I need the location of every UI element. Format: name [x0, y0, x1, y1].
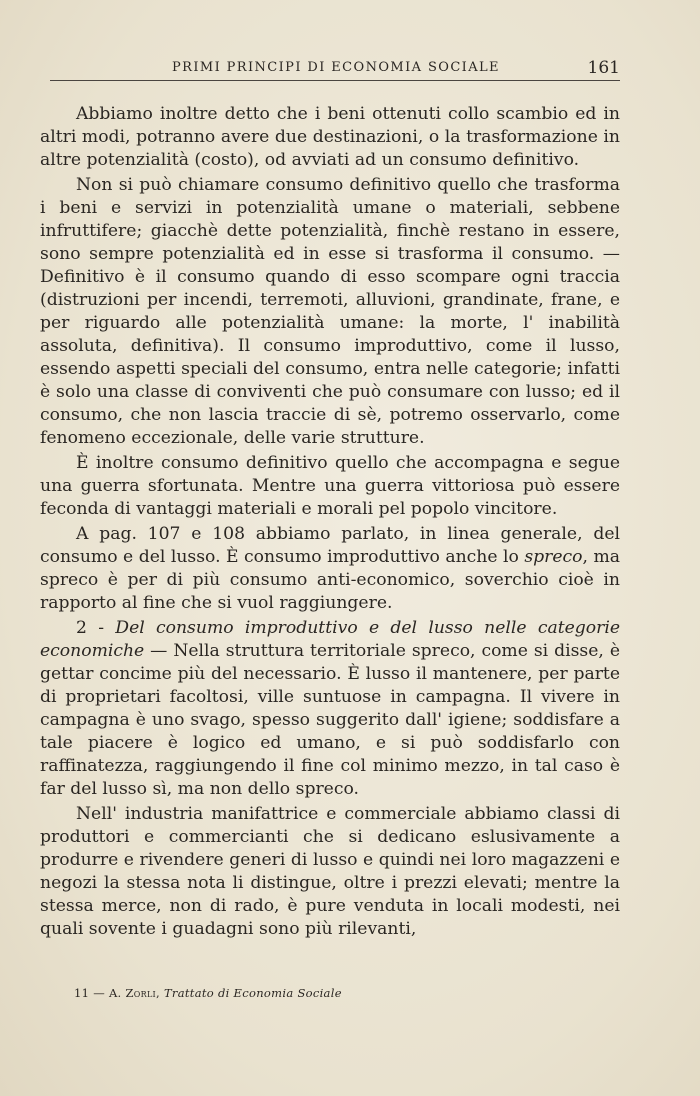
paragraph-text: A pag. 107 e 108 abbiamo parlato, in linea generale, del consumo e del lusso. È consumo improduttivo anche lo	[40, 524, 620, 567]
section-text: — Nella struttura territoriale spreco, come si disse, è gettar concime più del necessario. È lusso il mantenere, per parte di proprietari facoltosi, ville suntuose in campagna. Il vivere in campagna è uno svago, spesso suggerito dall' igiene; soddisfare a tale piacere è logico ed umano, e si può soddisfarlo con raffinatezza, raggiungendo il fine col minimo mezzo, in tal caso è far del lusso sì, ma non dello spreco.	[40, 641, 620, 799]
section-title: Del consumo improduttivo e del lusso nelle categorie economiche	[40, 618, 621, 661]
signature-mark: 11 —	[74, 986, 109, 1000]
header-rule	[50, 80, 620, 81]
paragraph: È inoltre consumo definitivo quello che accompagna e segue una guerra sfortunata. Mentre una guerra vittoriosa può essere feconda di vantaggi materiali e morali pel popolo vincitore.	[40, 453, 620, 519]
body-text	[40, 103, 620, 943]
page-number: 161	[587, 58, 620, 78]
italic-term: spreco	[524, 547, 583, 567]
paragraph: Non si può chiamare consumo definitivo quello che trasforma i beni e servizi in potenzialità umane o materiali, sebbene infruttifere; giacchè dette potenzialità, finchè restano in essere, sono sempre potenzialità ed in esse si trasforma il consumo. — Definitivo è il consumo quando di esso scompare ogni traccia (distruzioni per incendi, terremoti, alluvioni, grandinate, frane, e per riguardo alle potenzialità umane: la morte, l' inabilità assoluta, definitiva). Il consumo improduttivo, come il lusso, essendo aspetti speciali del consumo, entra nelle categorie; infatti è solo una classe di conviventi che può consumare con lusso; ed il consumo, che non lascia traccie di sè, potremo osservarlo, come fenomeno eccezionale, delle varie strutture.	[40, 175, 620, 448]
paragraph-text: , ma spreco è per di più consumo anti-economico, soverchio cioè in rapporto al fine che si vuol raggiungere.	[40, 547, 620, 613]
page-header	[52, 58, 624, 82]
paragraph	[40, 523, 620, 615]
footer-work-title: Trattato di Economia Sociale	[163, 986, 342, 1000]
paragraph: Nell' industria manifattrice e commerciale abbiamo classi di produttori e commercianti che si dedicano eslusivamente a produrre e rivendere generi di lusso e quindi nei loro magazzeni e negozi la stessa nota li distingue, oltre i prezzi elevati; mentre la stessa merce, non di rado, è pure venduta in locali modesti, nei quali sovente i guadagni sono più rilevanti,	[40, 804, 620, 939]
footer-separator: ,	[156, 986, 164, 1000]
section-paragraph	[40, 617, 620, 801]
footer-author: A. Zorli	[108, 986, 157, 1000]
running-title: PRIMI PRINCIPI DI ECONOMIA SOCIALE	[172, 60, 500, 75]
paragraph: Abbiamo inoltre detto che i beni ottenuti collo scambio ed in altri modi, potranno avere due destinazioni, o la trasformazione in altre potenzialità (costo), od avviati ad un consumo definitivo.	[40, 104, 620, 170]
section-number: 2 -	[76, 618, 116, 638]
page-footer	[74, 986, 342, 1000]
